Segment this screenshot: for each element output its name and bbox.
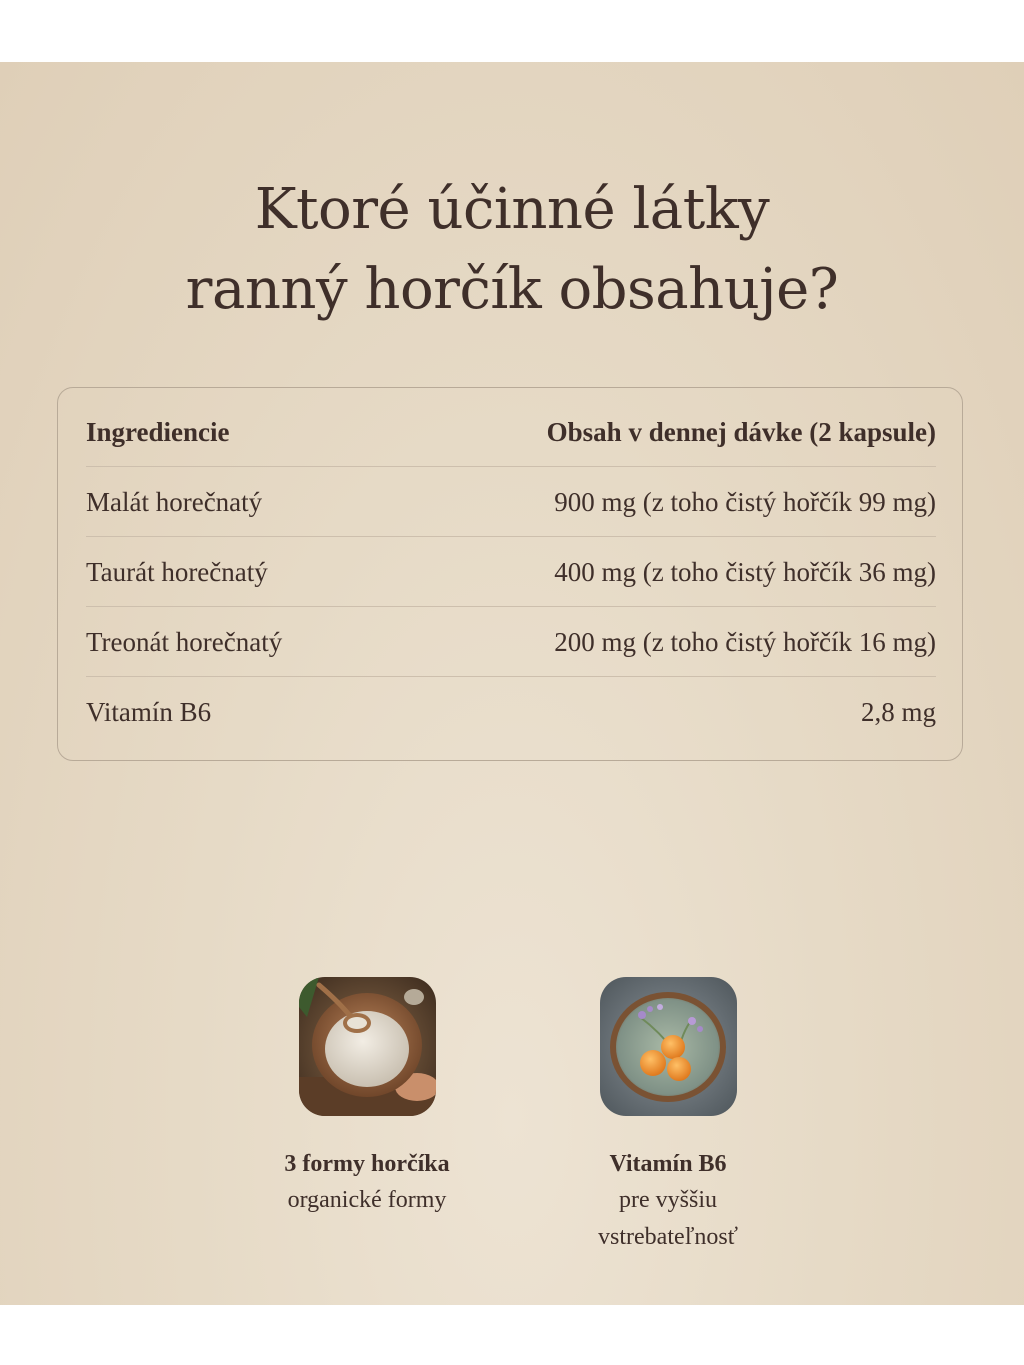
magnesium-powder-image bbox=[299, 977, 436, 1116]
title-line-2: ranný horčík obsahuje? bbox=[185, 257, 839, 322]
table-header-row bbox=[86, 398, 936, 467]
ingredient-amount: 2,8 mg bbox=[860, 697, 936, 727]
table-row bbox=[86, 608, 936, 677]
table-row bbox=[86, 538, 936, 607]
feature-magnesium-forms bbox=[247, 977, 487, 1219]
column-header-ingredient: Ingrediencie bbox=[86, 416, 230, 447]
ingredient-name: Taurát horečnatý bbox=[86, 556, 268, 587]
content-panel bbox=[0, 62, 1024, 1305]
ingredient-name: Treonát horečnatý bbox=[86, 626, 283, 657]
table-row bbox=[86, 678, 936, 747]
feature-title: 3 formy horčíka bbox=[284, 1151, 450, 1177]
feature-title: Vitamín B6 bbox=[609, 1151, 727, 1177]
table-row bbox=[86, 468, 936, 537]
column-header-amount: Obsah v dennej dávke (2 kapsule) bbox=[546, 416, 936, 447]
ingredient-amount: 200 mg (z toho čistý hořčík 16 mg) bbox=[554, 626, 936, 657]
ingredient-amount: 400 mg (z toho čistý hořčík 36 mg) bbox=[554, 556, 936, 587]
title-line-1: Ktoré účinné látky bbox=[254, 177, 770, 242]
page-title bbox=[0, 170, 1024, 330]
apricots-bowl-image bbox=[600, 977, 737, 1116]
ingredient-name: Vitamín B6 bbox=[86, 697, 212, 727]
ingredients-table bbox=[57, 387, 963, 761]
feature-subtitle: pre vyššiu vstrebateľnosť bbox=[598, 1187, 738, 1250]
feature-subtitle: organické formy bbox=[287, 1187, 447, 1213]
ingredient-amount: 900 mg (z toho čistý hořčík 99 mg) bbox=[554, 486, 936, 517]
feature-vitamin-b6 bbox=[548, 977, 788, 1256]
ingredient-name: Malát horečnatý bbox=[86, 486, 263, 517]
